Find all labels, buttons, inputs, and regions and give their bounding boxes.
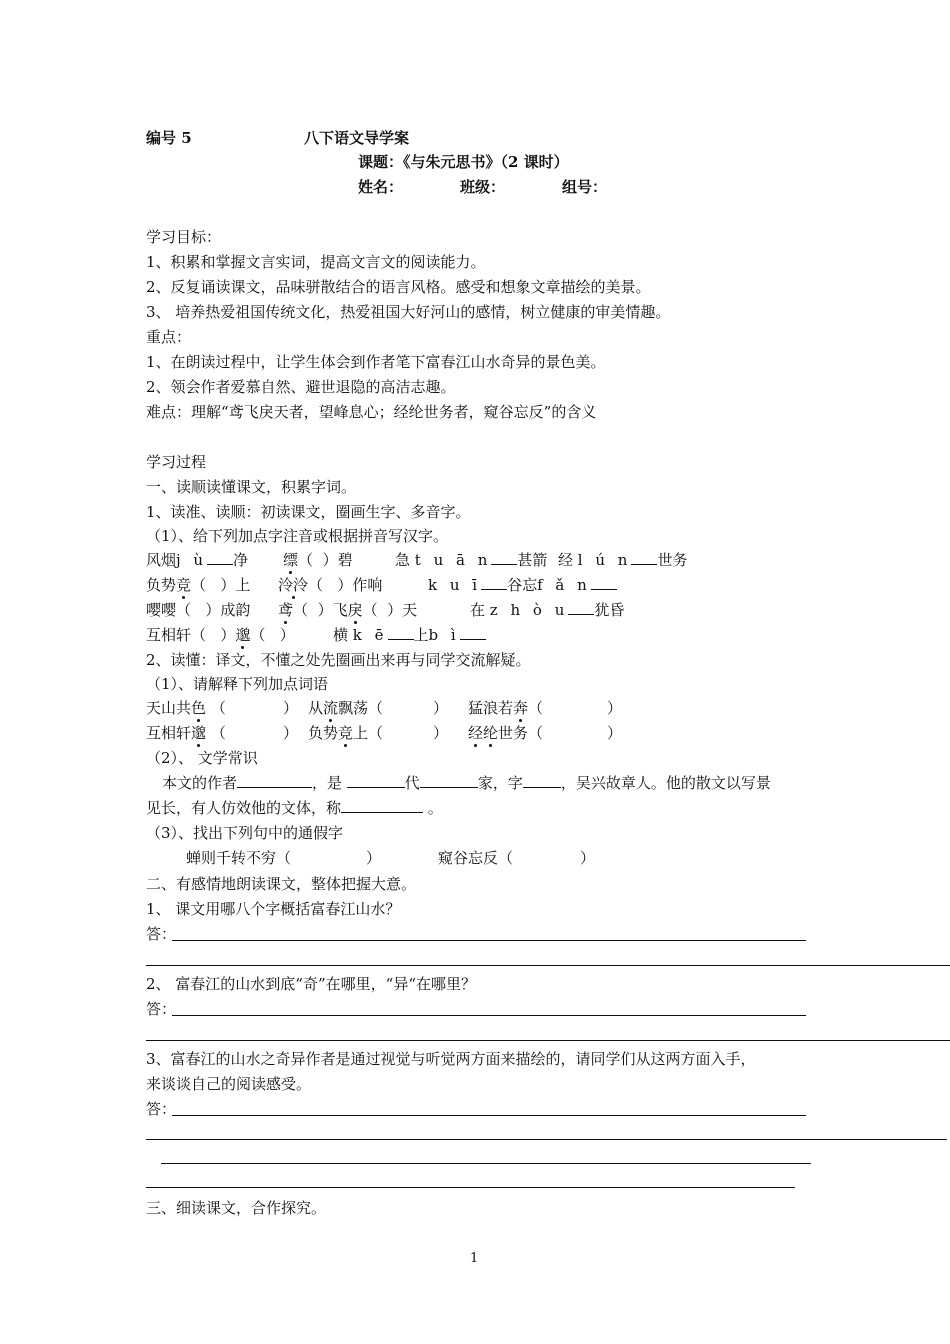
- pinyin-row: k u ī 谷忘f ǎ n: [428, 575, 617, 595]
- question-1: 1、 课文用哪八个字概括富春江山水？: [146, 900, 401, 918]
- pinyin-row: 经 l ú n 世务: [558, 551, 688, 569]
- answer-label: 答：: [146, 1000, 177, 1018]
- vocab-row: 从流飘荡（: [308, 699, 384, 717]
- objective-item: 2、反复诵读课文，品味骈散结合的语言风格。感受和想象文章描绘的美景。: [146, 278, 651, 296]
- name-label: 姓名：: [358, 178, 404, 196]
- answer-line[interactable]: [161, 1163, 811, 1164]
- question-3: 3、富春江的山水之奇异作者是通过视觉与听觉两方面来描绘的，请同学们从这两方面入手，: [146, 1050, 756, 1068]
- part3-heading: 三、细读课文，合作探究。: [146, 1199, 327, 1217]
- pinyin-row: 风烟j ù 净: [146, 551, 249, 569]
- process-heading: 学习过程: [146, 453, 207, 471]
- answer-line[interactable]: [172, 940, 806, 941]
- vocab-row: ）: [607, 699, 623, 717]
- class-label: 班级：: [460, 178, 506, 196]
- part1-heading: 一、读顺读懂课文，积累字词。: [146, 478, 357, 496]
- key-points-heading: 重点：: [146, 328, 192, 346]
- key-point-item: 2、领会作者爱慕自然、避世退隐的高洁志趣。: [146, 378, 456, 396]
- step2-line: 2、读懂：译文，不懂之处先圈画出来再与同学交流解疑。: [146, 651, 531, 669]
- course-title: 八下语文导学案: [304, 129, 410, 147]
- vocab-row: ）: [283, 724, 299, 742]
- tongjia-item: 窥谷忘反（: [438, 849, 514, 867]
- pinyin-row: 嘤嘤（ ）成韵: [146, 601, 251, 619]
- pinyin-row: 横 k ē 上b ì: [333, 625, 486, 645]
- pinyin-row: 负势竞（ ）上: [146, 576, 251, 594]
- answer-line[interactable]: [146, 965, 950, 966]
- group-label: 组号：: [562, 178, 608, 196]
- doc-number: 编号 5: [146, 129, 192, 147]
- lit-knowledge-line: 本文的作者 ，是 代 家，字 ，吴兴故章人。他的散文以写景: [162, 774, 771, 792]
- answer-line[interactable]: [146, 1187, 795, 1188]
- vocab-row: ）: [283, 699, 299, 717]
- page-number: 1: [470, 1251, 479, 1266]
- step2-sub2-line: （2）、 文学常识: [146, 749, 258, 767]
- vocab-row: ）: [433, 724, 449, 742]
- objectives-heading: 学习目标：: [146, 228, 222, 246]
- answer-line[interactable]: [172, 1015, 806, 1016]
- vocab-row: 负势竞上（: [308, 724, 384, 742]
- objective-item: 1、积累和掌握文言实词，提高文言文的阅读能力。: [146, 253, 486, 271]
- pinyin-row: 泠泠（ ）作响: [278, 576, 383, 594]
- answer-line[interactable]: [146, 1040, 950, 1041]
- question-3-cont: 来谈谈自己的阅读感受。: [146, 1075, 312, 1093]
- pinyin-row: 急 t u ā n 甚箭: [395, 551, 548, 569]
- pinyin-row: 缥（ ）碧: [283, 551, 353, 569]
- pinyin-row: 互相轩（ ）邈（ ）: [146, 626, 295, 644]
- tongjia-item: ）: [366, 849, 382, 867]
- question-2: 2、 富春江的山水到底“奇”在哪里，“异“在哪里？: [146, 975, 476, 993]
- vocab-row: ）: [433, 699, 449, 717]
- vocab-row: 互相轩邈 （: [146, 724, 226, 742]
- tongjia-item: ）: [580, 849, 596, 867]
- step1-sub-line: （1）、给下列加点字注音或根据拼音写汉字。: [146, 527, 449, 545]
- vocab-row: ）: [607, 724, 623, 742]
- vocab-row: 猛浪若奔（: [468, 699, 544, 717]
- objective-item: 3、 培养热爱祖国传统文化，热爱祖国大好河山的感情，树立健康的审美情趣。: [146, 303, 671, 321]
- pinyin-row: 在 z h ò u 犹昏: [470, 601, 625, 619]
- difficulty-line: 难点：理解“鸢飞戾天者，望峰息心；经纶世务者，窥谷忘反”的含义: [146, 403, 597, 421]
- vocab-row: 天山共色 （: [146, 699, 226, 717]
- answer-label: 答：: [146, 1100, 177, 1118]
- key-point-item: 1、在朗读过程中，让学生体会到作者笔下富春江山水奇异的景色美。: [146, 353, 606, 371]
- vocab-row: 经纶世务（: [468, 724, 544, 742]
- step2-sub1-line: （1）、请解释下列加点词语: [146, 675, 329, 693]
- lit-knowledge-line: 见长，有人仿效他的文体，称 。: [146, 799, 443, 817]
- pinyin-row: 鸢（ ）飞戾（ ）天: [278, 601, 418, 619]
- part2-heading: 二、有感情地朗读课文，整体把握大意。: [146, 875, 417, 893]
- tongjia-item: 蝉则千转不穷（: [186, 849, 292, 867]
- answer-line[interactable]: [146, 1139, 947, 1140]
- lesson-topic: 课题：《与朱元思书》（2 课时）: [358, 153, 569, 171]
- step1-line: 1、读准、读顺：初读课文，圈画生字、多音字。: [146, 503, 471, 521]
- answer-line[interactable]: [172, 1115, 806, 1116]
- answer-label: 答：: [146, 925, 177, 943]
- step2-sub3-line: （3）、找出下列句中的通假字: [146, 824, 344, 842]
